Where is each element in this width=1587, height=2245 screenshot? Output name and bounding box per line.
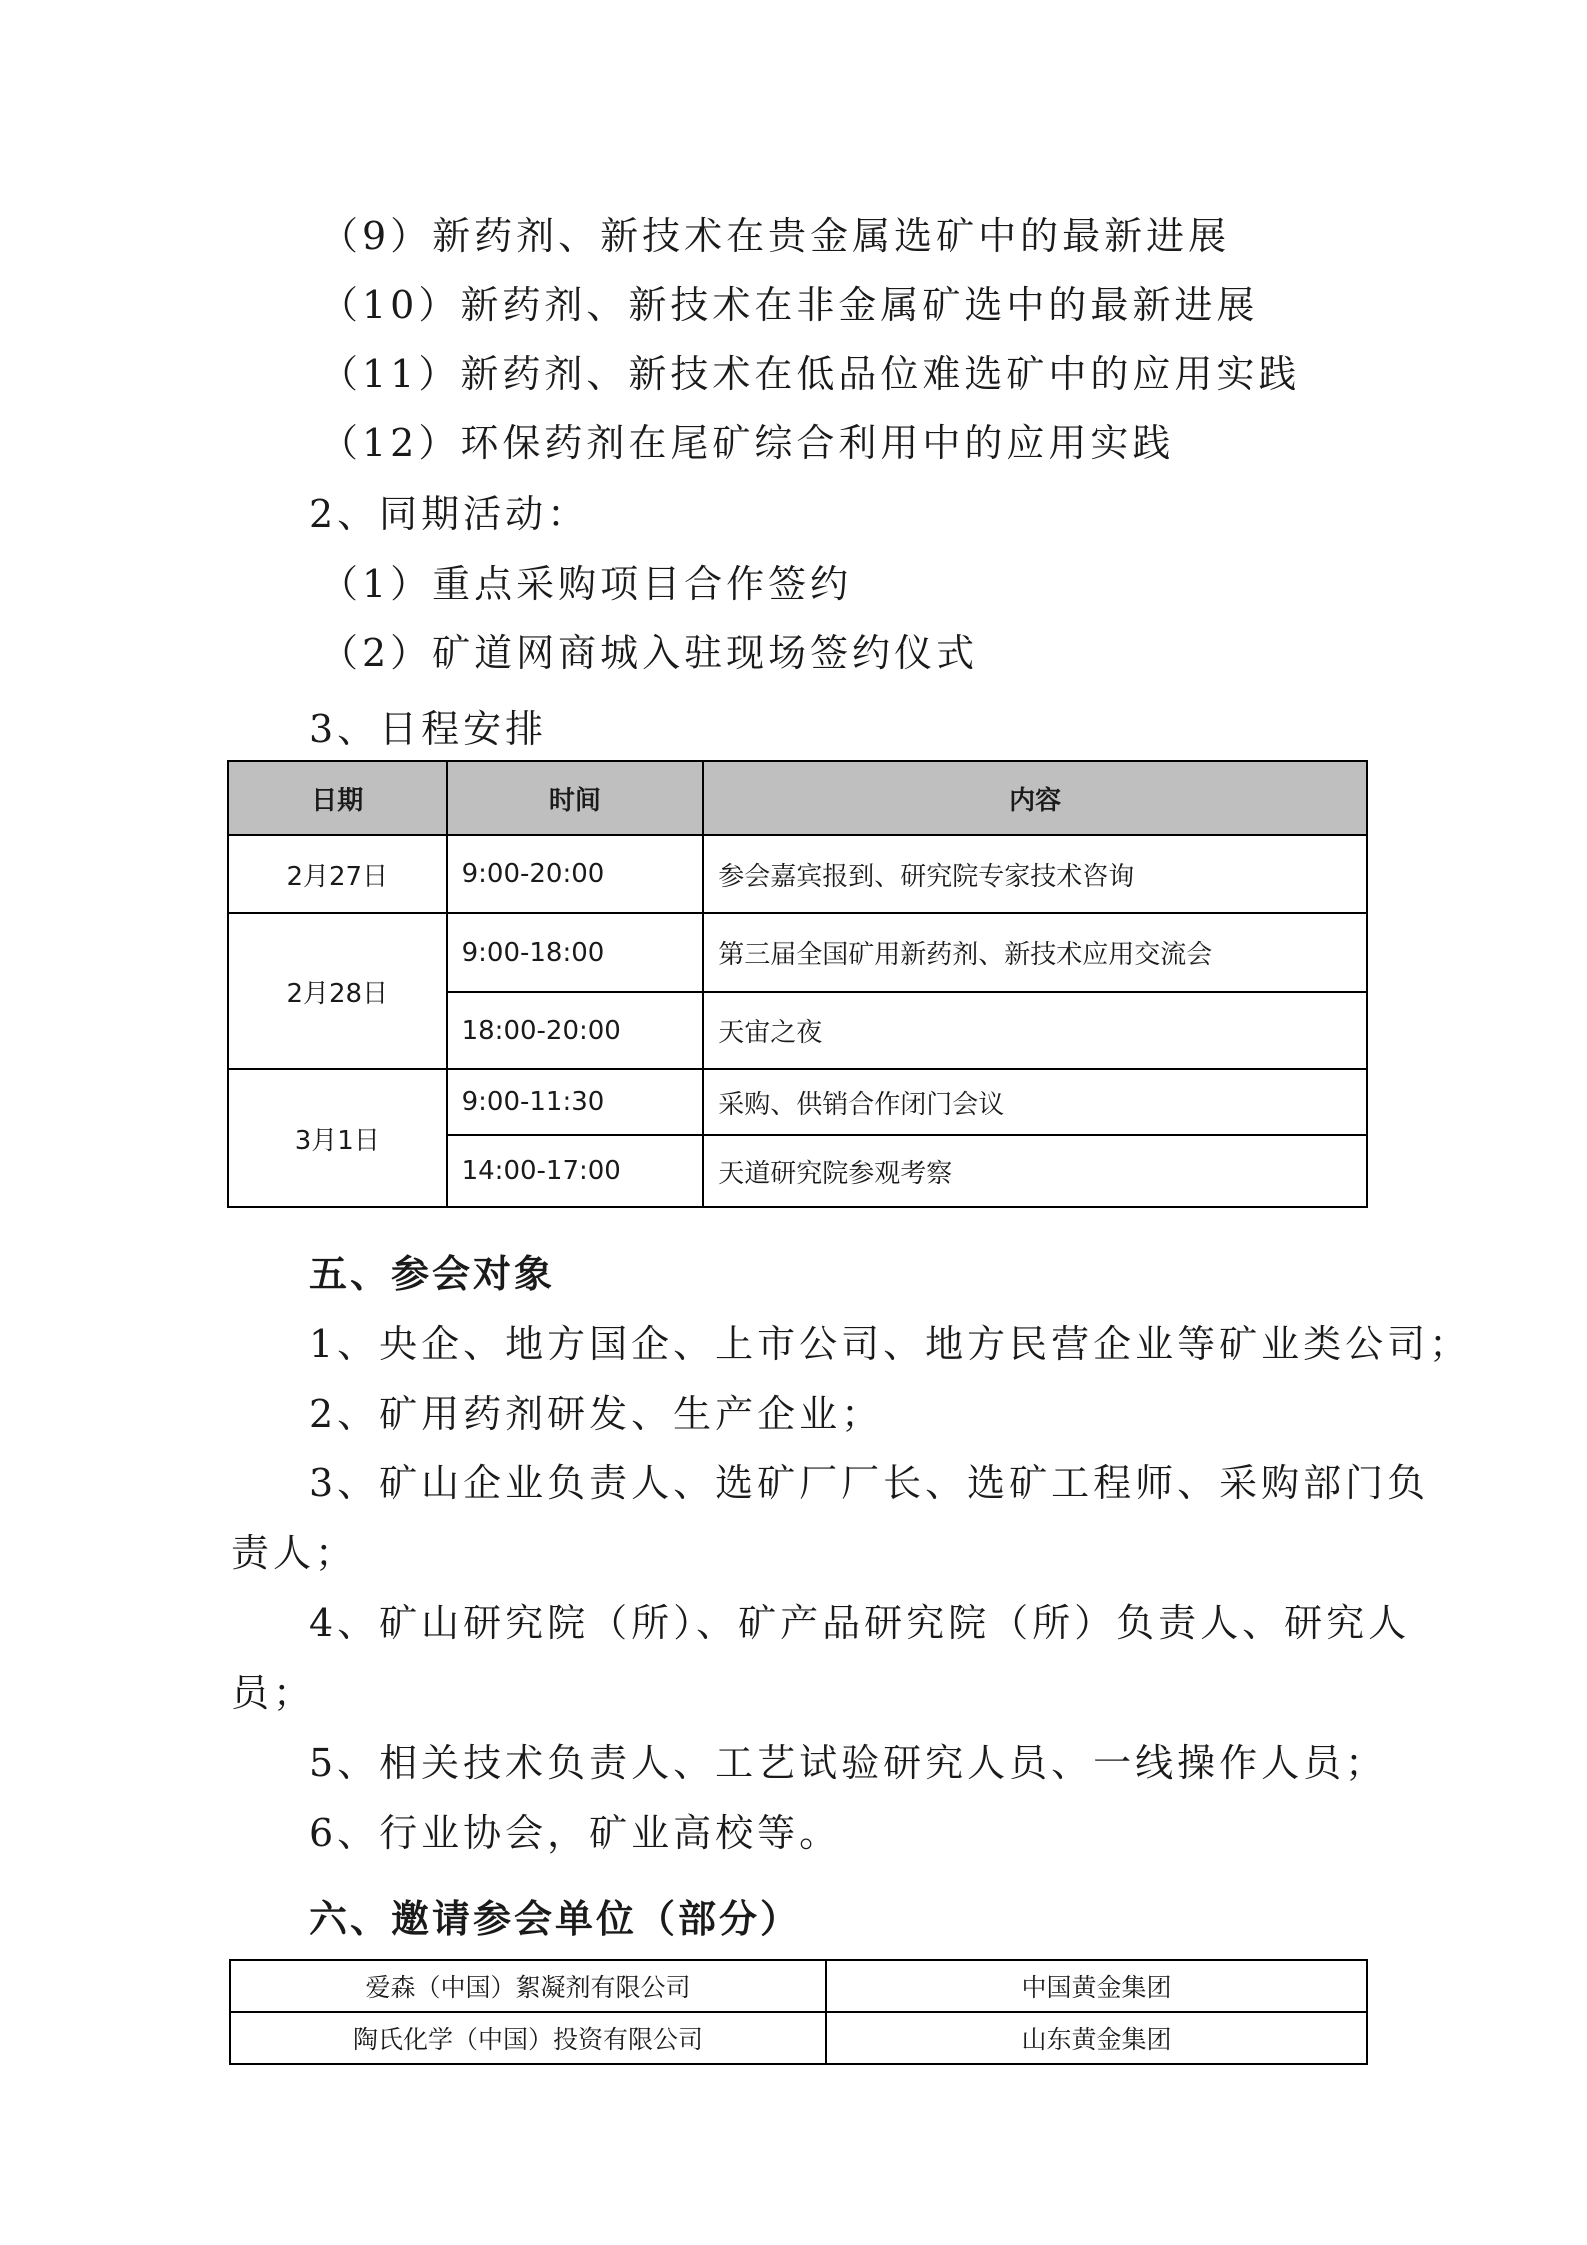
date-cell: 3月1日 xyxy=(228,1069,447,1207)
topic-item: （12）环保药剂在尾矿综合利用中的应用实践 xyxy=(320,421,1175,465)
schedule-table xyxy=(227,760,1368,1208)
table-row xyxy=(228,1069,1367,1135)
topic-item: （10）新药剂、新技术在非金属矿选中的最新进展 xyxy=(320,283,1259,327)
content-cell: 第三届全国矿用新药剂、新技术应用交流会 xyxy=(703,913,1367,992)
table-row xyxy=(228,835,1367,913)
audience-item: 5、相关技术负责人、工艺试验研究人员、一线操作人员； xyxy=(309,1741,1388,1785)
content-cell: 天道研究院参观考察 xyxy=(703,1135,1367,1207)
time-cell: 9:00-18:00 xyxy=(447,913,704,992)
date-cell: 2月27日 xyxy=(228,835,447,913)
audience-item: 4、矿山研究院（所）、矿产品研究院（所）负责人、研究人 xyxy=(309,1601,1411,1645)
header-content: 内容 xyxy=(703,761,1367,835)
table-row xyxy=(230,2012,1367,2064)
header-time: 时间 xyxy=(447,761,704,835)
invited-units-table xyxy=(229,1959,1368,2065)
audience-item: 2、矿用药剂研发、生产企业； xyxy=(309,1392,884,1436)
time-cell: 9:00-11:30 xyxy=(447,1069,704,1135)
table-row xyxy=(230,1960,1367,2012)
topic-item: （11）新药剂、新技术在低品位难选矿中的应用实践 xyxy=(320,352,1301,396)
table-header-row xyxy=(228,761,1367,835)
audience-item-continued: 员； xyxy=(231,1671,316,1715)
unit-cell: 中国黄金集团 xyxy=(826,1960,1367,2012)
content-cell: 天宙之夜 xyxy=(703,992,1367,1069)
time-cell: 18:00-20:00 xyxy=(447,992,704,1069)
audience-item-continued: 责人； xyxy=(231,1531,358,1575)
header-date: 日期 xyxy=(228,761,447,835)
time-cell: 14:00-17:00 xyxy=(447,1135,704,1207)
audience-item: 3、矿山企业负责人、选矿厂厂长、选矿工程师、采购部门负 xyxy=(309,1461,1430,1505)
schedule-title: 3、日程安排 xyxy=(309,707,548,751)
section5-title: 五、参会对象 xyxy=(309,1252,556,1296)
audience-item: 1、央企、地方国企、上市公司、地方民营企业等矿业类公司； xyxy=(309,1322,1472,1366)
topic-item: （9）新药剂、新技术在贵金属选矿中的最新进展 xyxy=(320,214,1231,258)
content-cell: 参会嘉宾报到、研究院专家技术咨询 xyxy=(703,835,1367,913)
unit-cell: 山东黄金集团 xyxy=(826,2012,1367,2064)
concurrent-item: （1）重点采购项目合作签约 xyxy=(320,562,853,606)
concurrent-title: 2、同期活动： xyxy=(309,492,590,536)
content-cell: 采购、供销合作闭门会议 xyxy=(703,1069,1367,1135)
concurrent-item: （2）矿道网商城入驻现场签约仪式 xyxy=(320,631,979,675)
unit-cell: 陶氏化学（中国）投资有限公司 xyxy=(230,2012,826,2064)
table-row xyxy=(228,913,1367,992)
date-cell: 2月28日 xyxy=(228,913,447,1069)
unit-cell: 爱森（中国）絮凝剂有限公司 xyxy=(230,1960,826,2012)
section6-title: 六、邀请参会单位（部分） xyxy=(309,1897,802,1941)
audience-item: 6、行业协会，矿业高校等。 xyxy=(309,1811,842,1855)
time-cell: 9:00-20:00 xyxy=(447,835,704,913)
